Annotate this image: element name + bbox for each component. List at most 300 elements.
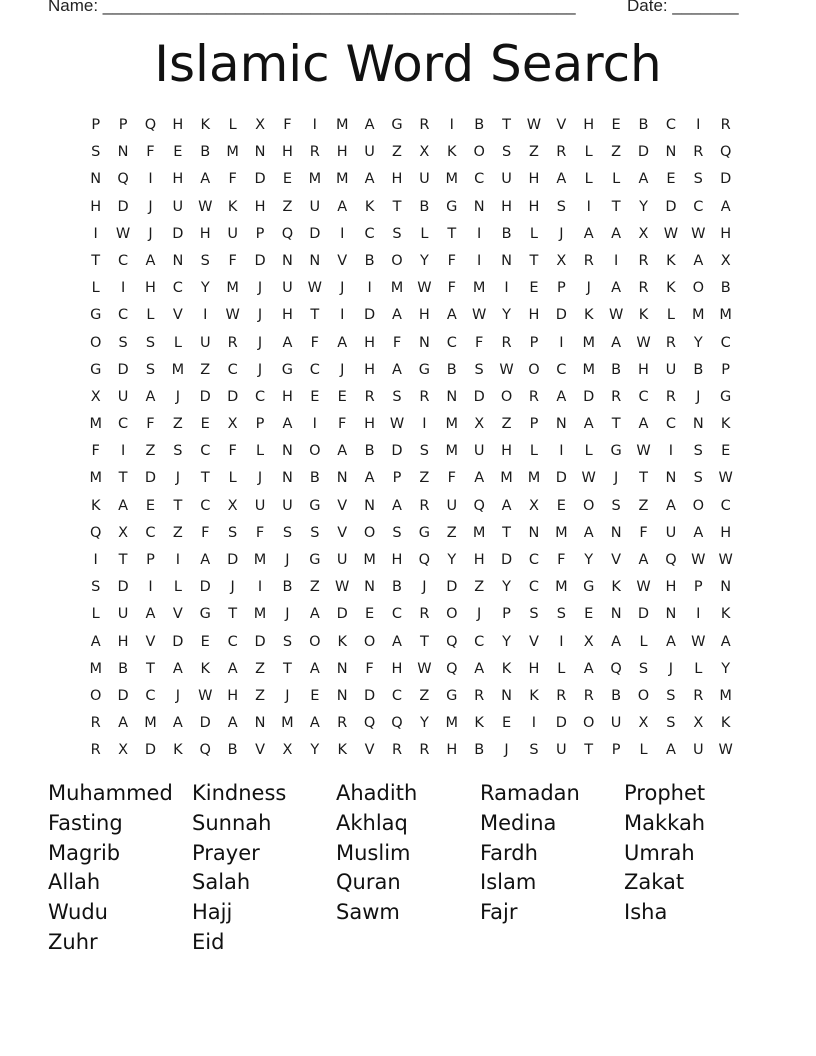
grid-letter: D bbox=[720, 171, 732, 188]
grid-letter: B bbox=[693, 361, 704, 378]
grid-letter: G bbox=[309, 497, 321, 514]
name-line: Name: __________________________________________________ bbox=[48, 0, 576, 15]
grid-letter: T bbox=[502, 117, 511, 133]
grid-letter: A bbox=[638, 416, 649, 433]
grid-letter: O bbox=[583, 715, 595, 732]
grid-letter: Z bbox=[446, 524, 457, 541]
grid-letter: C bbox=[391, 606, 403, 623]
grid-letter: N bbox=[336, 660, 348, 677]
grid-letter: R bbox=[638, 252, 649, 269]
grid-letter: L bbox=[694, 660, 703, 677]
grid-letter: L bbox=[639, 742, 648, 759]
grid-letter: T bbox=[118, 552, 128, 568]
grid-letter: E bbox=[310, 388, 320, 405]
grid-letter: W bbox=[225, 307, 240, 324]
grid-letter: Z bbox=[200, 361, 211, 378]
grid-letter: G bbox=[309, 552, 321, 568]
grid-letter: V bbox=[528, 633, 539, 650]
word-list-item: Prayer bbox=[192, 840, 260, 865]
grid-letter: B bbox=[364, 443, 375, 460]
grid-letter: S bbox=[693, 443, 703, 460]
grid-letter: A bbox=[337, 443, 348, 460]
grid-letter: F bbox=[201, 524, 210, 541]
grid-letter: A bbox=[474, 470, 485, 487]
grid-letter: I bbox=[175, 552, 180, 568]
grid-letter: G bbox=[583, 579, 595, 596]
grid-letter: I bbox=[559, 334, 564, 351]
grid-letter: E bbox=[584, 606, 594, 623]
grid-letter: Q bbox=[199, 742, 211, 759]
grid-letter: M bbox=[308, 171, 322, 188]
grid-letter: L bbox=[146, 307, 155, 324]
grid-letter: L bbox=[91, 606, 100, 623]
grid-letter: R bbox=[528, 388, 539, 405]
grid-letter: J bbox=[257, 361, 263, 378]
grid-letter: C bbox=[638, 388, 649, 405]
grid-letter: M bbox=[472, 280, 486, 297]
grid-letter: D bbox=[117, 579, 129, 596]
grid-letter: O bbox=[583, 497, 595, 514]
grid-letter: A bbox=[583, 225, 594, 242]
grid-letter: V bbox=[611, 552, 622, 568]
grid-letter: Q bbox=[117, 171, 129, 188]
word-list-item: Allah bbox=[48, 870, 101, 895]
grid-letter: E bbox=[173, 144, 183, 161]
grid-letter: P bbox=[693, 579, 703, 596]
grid-letter: M bbox=[335, 117, 349, 133]
grid-letter: C bbox=[227, 361, 238, 378]
grid-letter: M bbox=[171, 361, 185, 378]
grid-letter: G bbox=[446, 687, 458, 704]
grid-letter: E bbox=[365, 606, 375, 623]
grid-letter: H bbox=[336, 144, 348, 161]
grid-letter: D bbox=[391, 443, 403, 460]
grid-letter: W bbox=[417, 660, 432, 677]
grid-letter: D bbox=[144, 470, 157, 487]
grid-letter: E bbox=[337, 388, 347, 405]
grid-letter: A bbox=[118, 497, 129, 514]
word-list-item: Zuhr bbox=[48, 929, 98, 954]
grid-letter: N bbox=[555, 416, 567, 433]
grid-letter: H bbox=[528, 198, 540, 215]
grid-letter: A bbox=[611, 225, 622, 242]
grid-letter: C bbox=[474, 633, 485, 650]
grid-letter: H bbox=[254, 198, 266, 215]
grid-letter: J bbox=[340, 361, 345, 378]
grid-letter: Z bbox=[145, 443, 156, 460]
grid-letter: K bbox=[529, 687, 539, 704]
grid-letter: D bbox=[144, 742, 157, 759]
grid-letter: J bbox=[285, 606, 290, 623]
grid-letter: N bbox=[364, 497, 376, 514]
grid-letter: M bbox=[445, 715, 459, 732]
grid-letter: N bbox=[665, 144, 677, 161]
grid-letter: A bbox=[665, 633, 676, 650]
grid-letter: M bbox=[500, 470, 513, 487]
grid-letter: S bbox=[529, 742, 539, 759]
word-list-item: Fardh bbox=[480, 840, 538, 865]
grid-letter: S bbox=[501, 144, 512, 161]
grid-letter: U bbox=[117, 388, 129, 405]
word-list-item: Muslim bbox=[336, 840, 411, 865]
grid-letter: H bbox=[145, 280, 156, 297]
grid-letter: M bbox=[363, 552, 376, 568]
grid-letter: R bbox=[90, 715, 101, 732]
grid-letter: A bbox=[665, 742, 676, 759]
grid-letter: Y bbox=[502, 307, 511, 324]
grid-letter: A bbox=[556, 388, 567, 405]
grid-letter: A bbox=[364, 171, 375, 188]
grid-letter: F bbox=[146, 416, 155, 433]
grid-letter: O bbox=[446, 606, 458, 623]
grid-letter: B bbox=[720, 280, 731, 297]
grid-letter: M bbox=[281, 715, 294, 732]
grid-letter: S bbox=[310, 524, 320, 541]
word-list-item: Sunnah bbox=[192, 810, 272, 835]
grid-letter: Y bbox=[721, 660, 731, 677]
grid-letter: M bbox=[527, 470, 541, 487]
grid-letter: T bbox=[146, 660, 155, 677]
grid-letter: W bbox=[198, 687, 213, 704]
grid-letter: T bbox=[283, 660, 292, 677]
grid-letter: P bbox=[91, 117, 101, 133]
grid-letter: T bbox=[639, 470, 648, 487]
grid-letter: B bbox=[474, 117, 485, 133]
grid-letter: H bbox=[172, 117, 184, 133]
grid-letter: L bbox=[639, 633, 648, 650]
grid-letter: D bbox=[583, 388, 595, 405]
grid-letter: T bbox=[611, 198, 621, 215]
grid-letter: M bbox=[144, 715, 157, 732]
grid-letter: M bbox=[390, 280, 404, 297]
grid-letter: N bbox=[692, 416, 704, 433]
grid-letter: D bbox=[336, 606, 348, 623]
grid-letter: O bbox=[363, 524, 376, 541]
grid-letter: R bbox=[419, 497, 430, 514]
grid-letter: C bbox=[474, 171, 485, 188]
grid-letter: T bbox=[447, 225, 457, 242]
grid-letter: I bbox=[504, 280, 509, 297]
grid-letter: S bbox=[666, 687, 676, 704]
grid-letter: T bbox=[91, 252, 101, 269]
grid-letter: H bbox=[528, 171, 540, 188]
grid-letter: W bbox=[499, 361, 514, 378]
grid-letter: E bbox=[721, 443, 731, 460]
grid-letter: X bbox=[90, 388, 101, 405]
grid-letter: G bbox=[90, 361, 102, 378]
grid-letter: S bbox=[392, 225, 402, 242]
grid-letter: N bbox=[665, 470, 677, 487]
grid-letter: K bbox=[638, 307, 649, 324]
grid-letter: I bbox=[312, 416, 317, 433]
grid-letter: U bbox=[117, 606, 129, 623]
grid-letter: T bbox=[419, 633, 429, 650]
grid-letter: C bbox=[118, 252, 129, 269]
grid-letter: H bbox=[364, 416, 376, 433]
grid-letter: B bbox=[446, 361, 457, 378]
grid-letter: S bbox=[556, 606, 566, 623]
grid-letter: R bbox=[693, 687, 704, 704]
word-list-item: Quran bbox=[336, 870, 401, 895]
grid-letter: D bbox=[364, 307, 376, 324]
grid-letter: W bbox=[718, 552, 733, 568]
grid-letter: A bbox=[364, 470, 375, 487]
grid-letter: Z bbox=[419, 470, 430, 487]
grid-letter: S bbox=[145, 334, 156, 351]
grid-letter: A bbox=[90, 633, 101, 650]
grid-letter: O bbox=[528, 361, 540, 378]
grid-letter: P bbox=[721, 361, 731, 378]
grid-letter: J bbox=[668, 660, 674, 677]
grid-letter: F bbox=[228, 252, 237, 269]
grid-letter: W bbox=[691, 225, 706, 242]
grid-letter: C bbox=[693, 198, 704, 215]
grid-letter: B bbox=[309, 470, 320, 487]
grid-letter: Q bbox=[418, 552, 431, 568]
grid-letter: J bbox=[257, 470, 263, 487]
grid-letter: E bbox=[501, 715, 512, 732]
grid-letter: B bbox=[501, 225, 512, 242]
grid-letter: N bbox=[336, 470, 348, 487]
grid-letter: A bbox=[200, 552, 211, 568]
grid-letter: C bbox=[364, 225, 375, 242]
grid-letter: D bbox=[227, 552, 239, 568]
grid-letter: I bbox=[148, 171, 153, 188]
word-list bbox=[48, 779, 768, 958]
grid-letter: M bbox=[335, 171, 349, 188]
grid-letter: A bbox=[309, 606, 320, 623]
grid-letter: D bbox=[254, 252, 266, 269]
grid-letter: T bbox=[228, 606, 238, 623]
grid-letter: A bbox=[227, 715, 238, 732]
grid-letter: O bbox=[473, 144, 485, 161]
grid-letter: Y bbox=[419, 715, 429, 732]
grid-letter: K bbox=[720, 606, 731, 623]
grid-letter: X bbox=[583, 633, 594, 650]
grid-letter: R bbox=[364, 388, 375, 405]
grid-letter: S bbox=[474, 361, 484, 378]
grid-letter: R bbox=[665, 334, 676, 351]
grid-letter: S bbox=[228, 524, 238, 541]
grid-letter: A bbox=[693, 252, 704, 269]
word-list-item: Ramadan bbox=[480, 781, 580, 805]
grid-letter: S bbox=[91, 579, 101, 596]
grid-letter: L bbox=[584, 443, 593, 460]
grid-letter: E bbox=[556, 497, 566, 514]
grid-letter: M bbox=[89, 416, 102, 433]
grid-letter: I bbox=[668, 443, 674, 460]
grid-letter: X bbox=[255, 117, 265, 133]
grid-letter: U bbox=[419, 171, 430, 188]
grid-letter: K bbox=[90, 497, 101, 514]
grid-letter: D bbox=[199, 579, 211, 596]
header bbox=[48, 0, 740, 18]
grid-letter: J bbox=[257, 307, 263, 324]
word-list-item: Zakat bbox=[624, 870, 685, 895]
grid-letter: Q bbox=[473, 497, 485, 514]
grid-letter: K bbox=[337, 742, 347, 759]
grid-letter: G bbox=[90, 307, 102, 324]
grid-letter: J bbox=[257, 280, 263, 297]
grid-letter: A bbox=[309, 715, 320, 732]
grid-letter: H bbox=[364, 334, 376, 351]
grid-letter: D bbox=[309, 225, 321, 242]
grid-letter: A bbox=[693, 524, 704, 541]
grid-letter: B bbox=[227, 742, 238, 759]
grid-letter: F bbox=[365, 660, 374, 677]
grid-letter: W bbox=[636, 579, 651, 596]
grid-letter: D bbox=[227, 388, 239, 405]
grid-letter: U bbox=[254, 497, 266, 514]
grid-letter: U bbox=[282, 280, 293, 297]
grid-letter: D bbox=[172, 633, 184, 650]
grid-letter: H bbox=[473, 552, 485, 568]
grid-letter: M bbox=[445, 443, 459, 460]
grid-letter: H bbox=[418, 307, 430, 324]
grid-letter: N bbox=[446, 388, 458, 405]
grid-letter: C bbox=[528, 579, 539, 596]
grid-letter: X bbox=[227, 416, 238, 433]
grid-letter: B bbox=[392, 579, 402, 596]
grid-letter: M bbox=[555, 579, 568, 596]
grid-letter: M bbox=[555, 524, 568, 541]
grid-letter: P bbox=[529, 334, 539, 351]
grid-letter: Q bbox=[719, 144, 732, 161]
word-list-item: Medina bbox=[480, 810, 557, 835]
grid-letter: J bbox=[285, 687, 290, 704]
word-list-item: Umrah bbox=[624, 840, 695, 865]
grid-letter: Z bbox=[501, 416, 512, 433]
grid-letter: K bbox=[173, 742, 183, 759]
grid-letter: L bbox=[584, 171, 593, 188]
grid-letter: N bbox=[501, 252, 512, 269]
grid-letter: R bbox=[391, 742, 403, 759]
grid-letter: H bbox=[501, 443, 512, 460]
grid-letter: E bbox=[310, 687, 320, 704]
word-list-item: Hajj bbox=[192, 900, 233, 925]
grid-letter: R bbox=[556, 687, 567, 704]
grid-letter: Z bbox=[474, 579, 485, 596]
grid-letter: H bbox=[281, 307, 293, 324]
grid-letter: C bbox=[227, 633, 238, 650]
grid-letter: T bbox=[584, 742, 594, 759]
grid-letter: I bbox=[559, 443, 564, 460]
grid-letter: C bbox=[200, 443, 211, 460]
grid-letter: F bbox=[447, 470, 456, 487]
grid-letter: R bbox=[419, 742, 430, 759]
grid-letter: I bbox=[477, 252, 482, 269]
grid-letter: I bbox=[422, 416, 427, 433]
grid-letter: H bbox=[501, 198, 512, 215]
grid-letter: N bbox=[254, 144, 266, 161]
grid-letter: W bbox=[581, 470, 596, 487]
grid-letter: M bbox=[253, 606, 267, 623]
grid-letter: M bbox=[226, 144, 239, 161]
grid-letter: R bbox=[720, 117, 731, 133]
grid-letter: D bbox=[446, 579, 458, 596]
grid-letter: D bbox=[500, 552, 513, 568]
grid-letter: A bbox=[172, 660, 183, 677]
grid-letter: U bbox=[692, 742, 704, 759]
grid-letter: L bbox=[173, 579, 182, 596]
grid-letter: H bbox=[583, 117, 595, 133]
grid-letter: D bbox=[117, 687, 129, 704]
grid-letter: Y bbox=[502, 633, 511, 650]
grid-letter: G bbox=[391, 117, 403, 133]
grid-letter: R bbox=[583, 687, 594, 704]
word-list-item: Wudu bbox=[48, 900, 108, 925]
grid-letter: A bbox=[720, 633, 731, 650]
grid-letter: Z bbox=[172, 416, 183, 433]
grid-letter: H bbox=[391, 171, 403, 188]
grid-letter: W bbox=[307, 280, 322, 297]
grid-letter: L bbox=[666, 307, 675, 324]
grid-letter: J bbox=[559, 225, 564, 242]
grid-letter: G bbox=[418, 524, 430, 541]
grid-letter: F bbox=[228, 171, 237, 188]
word-list-item: Prophet bbox=[624, 781, 706, 805]
grid-letter: K bbox=[200, 117, 211, 133]
grid-letter: I bbox=[340, 225, 345, 242]
grid-letter: D bbox=[473, 388, 485, 405]
grid-letter: N bbox=[473, 198, 485, 215]
grid-letter: J bbox=[422, 579, 427, 596]
grid-letter: M bbox=[253, 552, 267, 568]
grid-letter: G bbox=[418, 361, 430, 378]
grid-letter: C bbox=[118, 307, 129, 324]
grid-letter: S bbox=[392, 388, 402, 405]
grid-letter: D bbox=[555, 307, 567, 324]
grid-letter: N bbox=[254, 715, 266, 732]
grid-letter: H bbox=[227, 687, 239, 704]
grid-letter: Y bbox=[693, 334, 703, 351]
grid-letter: W bbox=[335, 579, 350, 596]
grid-letter: J bbox=[175, 388, 180, 405]
grid-letter: B bbox=[364, 252, 375, 269]
grid-letter: A bbox=[172, 715, 183, 732]
grid-letter: G bbox=[610, 443, 622, 460]
grid-letter: N bbox=[501, 687, 512, 704]
grid-letter: B bbox=[611, 361, 622, 378]
grid-letter: P bbox=[255, 416, 265, 433]
grid-letter: A bbox=[337, 334, 348, 351]
grid-letter: E bbox=[282, 171, 293, 188]
grid-letter: R bbox=[638, 280, 649, 297]
grid-letter: D bbox=[254, 633, 266, 650]
grid-letter: C bbox=[665, 117, 676, 133]
grid-letter: A bbox=[611, 280, 622, 297]
grid-letter: N bbox=[610, 524, 622, 541]
grid-letter: E bbox=[145, 497, 156, 514]
grid-letter: Z bbox=[282, 198, 293, 215]
grid-letter: R bbox=[693, 144, 704, 161]
grid-letter: X bbox=[638, 715, 649, 732]
grid-letter: P bbox=[556, 280, 566, 297]
grid-letter: Q bbox=[363, 715, 376, 732]
grid-letter: P bbox=[255, 225, 265, 242]
grid-letter: J bbox=[230, 579, 235, 596]
grid-letter: U bbox=[336, 552, 348, 568]
grid-letter: I bbox=[586, 198, 591, 215]
grid-letter: V bbox=[172, 307, 183, 324]
grid-letter: H bbox=[720, 225, 732, 242]
grid-letter: F bbox=[392, 334, 402, 351]
grid-letter: N bbox=[336, 687, 348, 704]
grid-letter: Z bbox=[528, 144, 539, 161]
grid-letter: A bbox=[282, 334, 293, 351]
page-title: Islamic Word Search bbox=[154, 35, 662, 93]
grid-letter: J bbox=[504, 742, 509, 759]
